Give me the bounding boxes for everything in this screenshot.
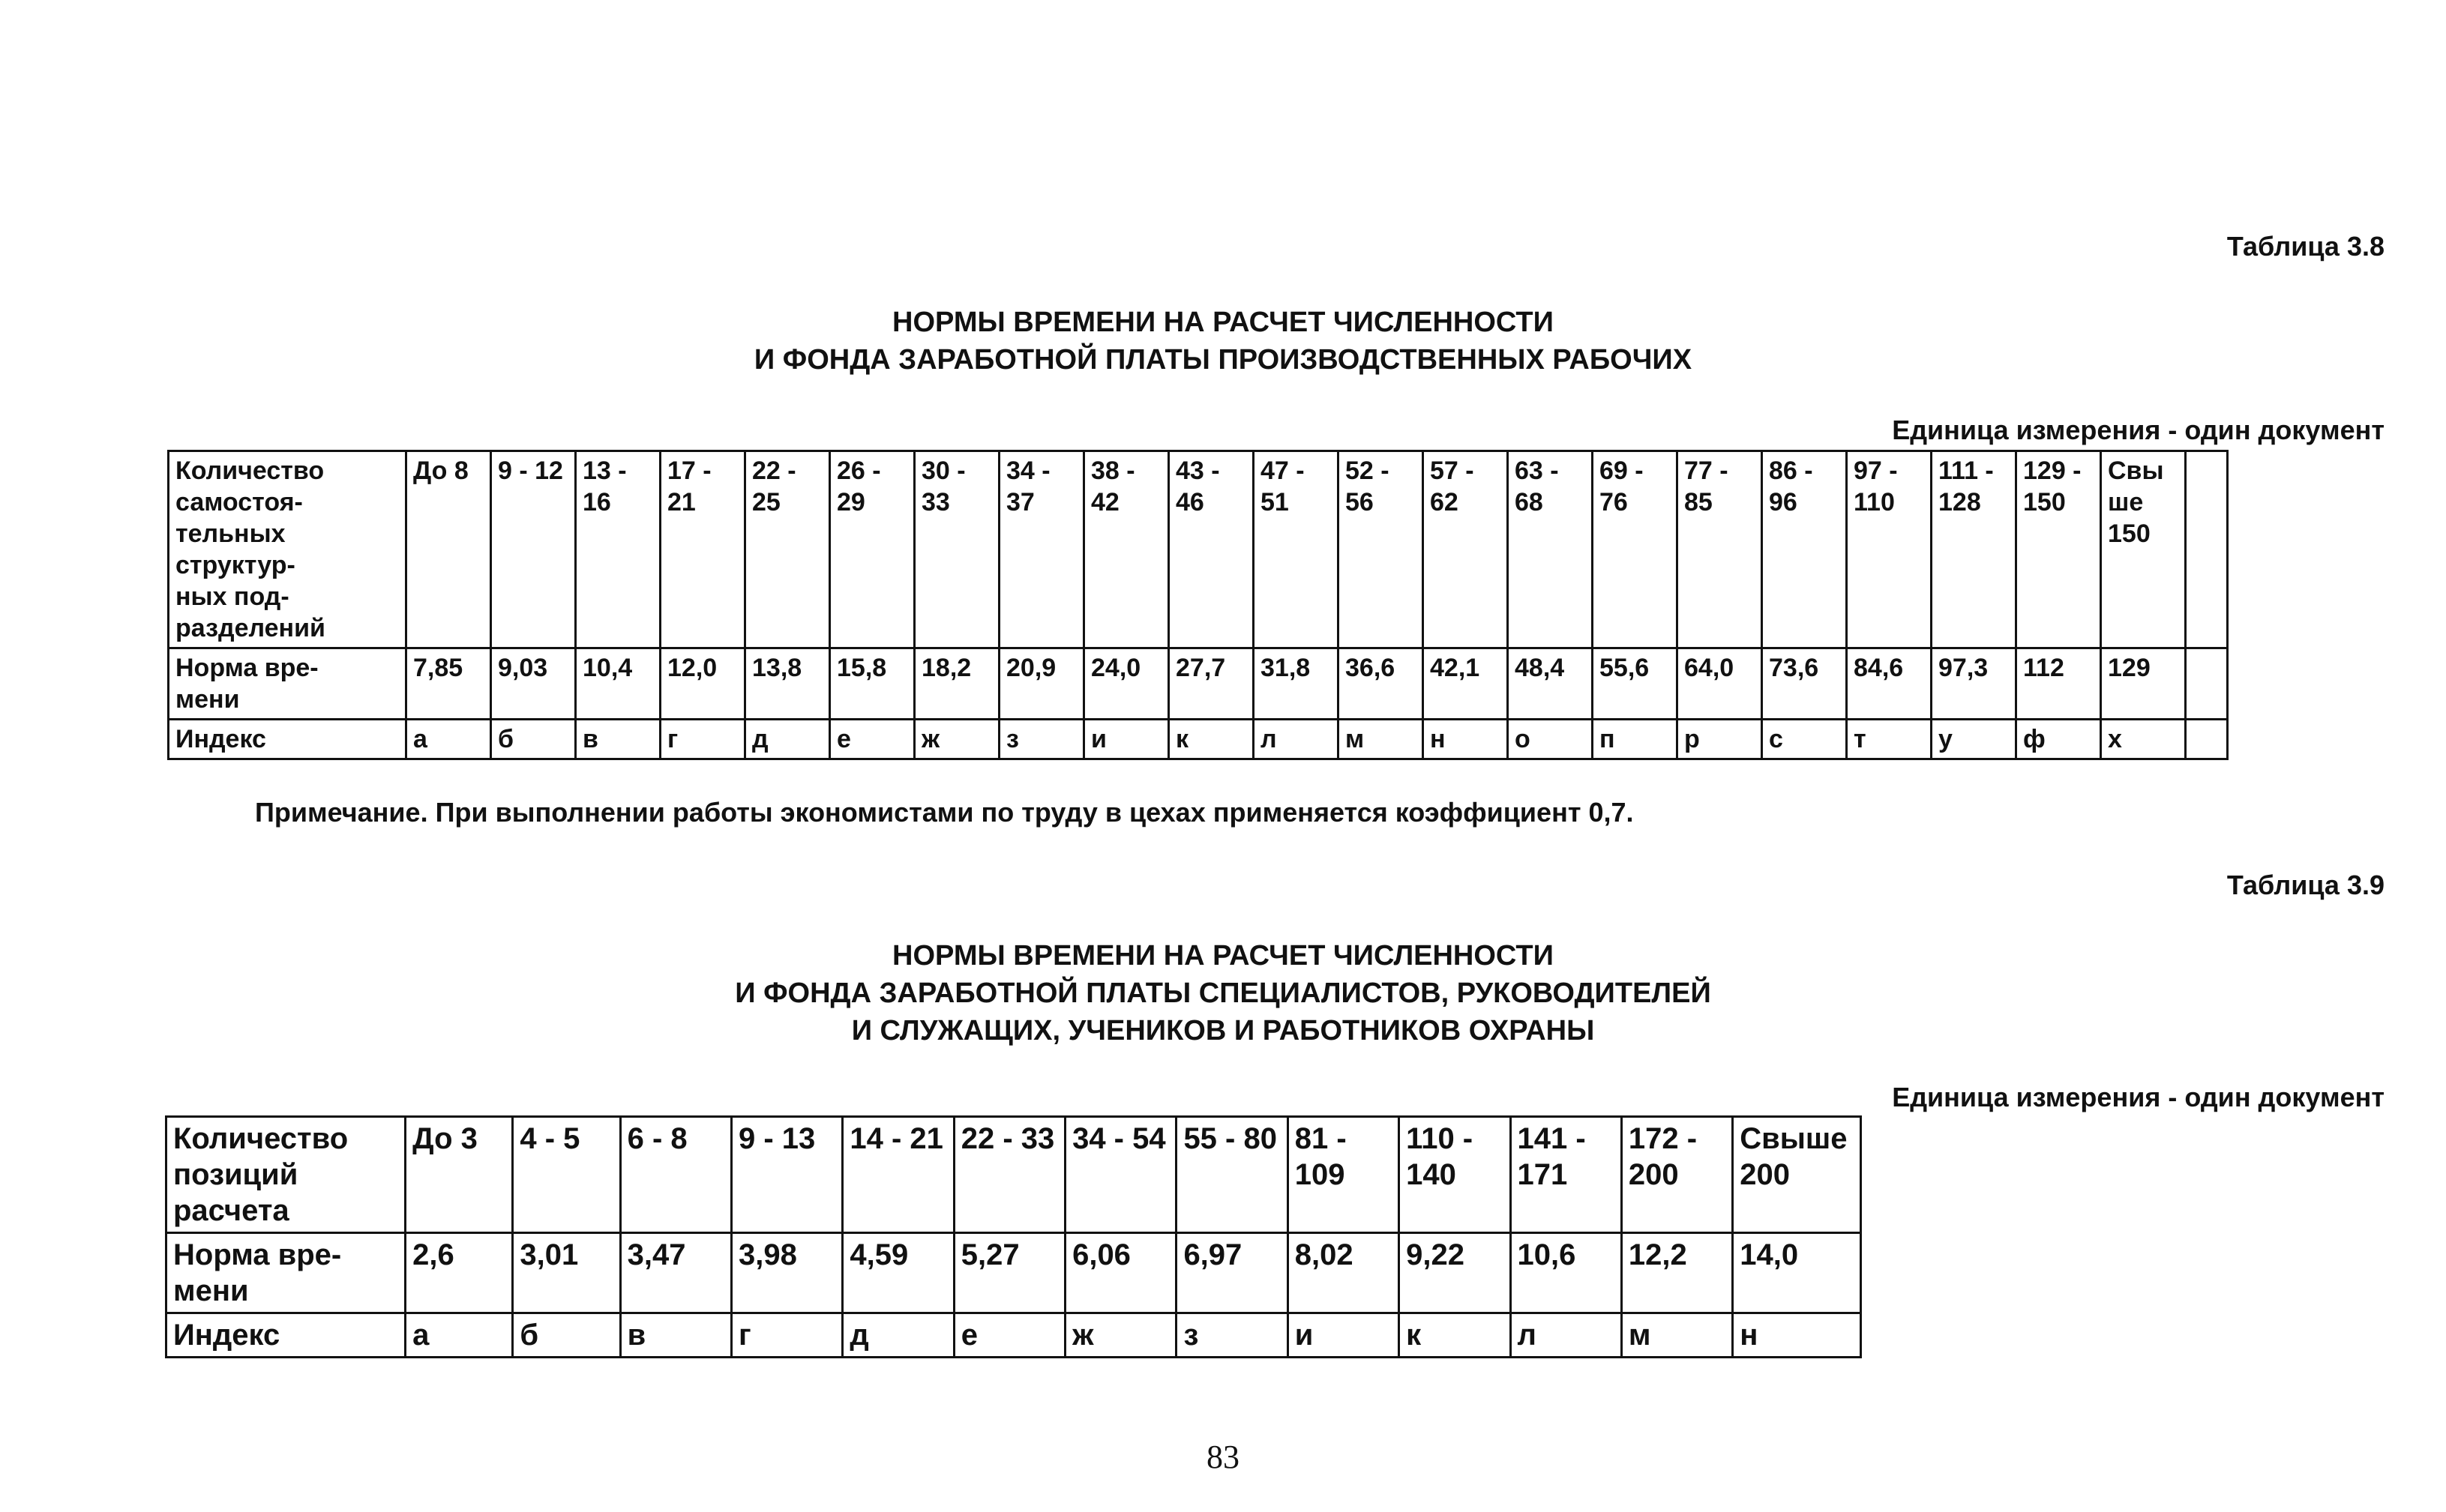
table-3-9-index-row — [166, 1313, 1861, 1358]
index-cell: к — [1399, 1313, 1510, 1358]
table-3-8-label: Таблица 3.8 — [2226, 231, 2385, 262]
table-3-8-index-row — [169, 720, 2228, 759]
index-cell: з — [1177, 1313, 1287, 1358]
index-cell: б — [513, 1313, 620, 1358]
norm-cell: 73,6 — [1762, 648, 1847, 720]
range-cell: 9 - 13 — [732, 1117, 843, 1233]
range-cell: 4 - 5 — [513, 1117, 620, 1233]
norm-cell: 9,22 — [1399, 1233, 1510, 1313]
index-cell: е — [830, 720, 915, 759]
range-cell: До 8 — [406, 451, 491, 648]
table-3-8-norm-row — [169, 648, 2228, 720]
table-3-9 — [165, 1115, 1862, 1358]
norm-cell: 42,1 — [1423, 648, 1508, 720]
range-cell: 17 - 21 — [661, 451, 745, 648]
norm-cell: 2,6 — [406, 1233, 513, 1313]
table-3-9-unit: Единица измерения - один документ — [1892, 1082, 2385, 1112]
index-cell: а — [406, 720, 491, 759]
index-cell: т — [1847, 720, 1932, 759]
table-3-8-title-line1: НОРМЫ ВРЕМЕНИ НА РАСЧЕТ ЧИСЛЕННОСТИ — [892, 307, 1554, 338]
range-cell: 69 - 76 — [1593, 451, 1677, 648]
index-cell: д — [745, 720, 830, 759]
index-cell: и — [1287, 1313, 1398, 1358]
index-cell: а — [406, 1313, 513, 1358]
index-cell: о — [1508, 720, 1593, 759]
index-cell: х — [2101, 720, 2186, 759]
row-label-norm: Норма вре- мени — [166, 1233, 406, 1313]
norm-cell: 55,6 — [1593, 648, 1677, 720]
row-label-index: Индекс — [166, 1313, 406, 1358]
table-3-8-title-line2: И ФОНДА ЗАРАБОТНОЙ ПЛАТЫ ПРОИЗВОДСТВЕННЫХ РАБОЧИХ — [754, 344, 1692, 376]
index-cell: ж — [915, 720, 1000, 759]
range-cell: 81 - 109 — [1287, 1117, 1398, 1233]
range-cell: 129 - 150 — [2016, 451, 2101, 648]
norm-cell: 15,8 — [830, 648, 915, 720]
index-cell: ж — [1066, 1313, 1177, 1358]
index-cell: с — [1762, 720, 1847, 759]
table-3-8-count-row — [169, 451, 2228, 648]
norm-cell: 4,59 — [843, 1233, 954, 1313]
range-cell: 30 - 33 — [915, 451, 1000, 648]
index-cell: к — [1169, 720, 1254, 759]
norm-cell: 5,27 — [954, 1233, 1065, 1313]
range-cell: 43 - 46 — [1169, 451, 1254, 648]
table-3-9-title — [0, 937, 2446, 1049]
norm-cell: 84,6 — [1847, 648, 1932, 720]
norm-cell: 3,01 — [513, 1233, 620, 1313]
table-3-9-title-line2: И ФОНДА ЗАРАБОТНОЙ ПЛАТЫ СПЕЦИАЛИСТОВ, РУКОВОДИТЕЛЕЙ — [735, 978, 1711, 1009]
range-cell: 63 - 68 — [1508, 451, 1593, 648]
range-cell: 38 - 42 — [1084, 451, 1169, 648]
range-cell: 14 - 21 — [843, 1117, 954, 1233]
empty-cell — [2186, 451, 2228, 648]
range-cell: Свыше 200 — [1733, 1117, 1861, 1233]
norm-cell: 12,2 — [1621, 1233, 1732, 1313]
table-3-8-note: Примечание. При выполнении работы экономистами по труду в цехах применяется коэффициент 0,7. — [255, 797, 1634, 828]
norm-cell: 48,4 — [1508, 648, 1593, 720]
range-cell: 9 - 12 — [491, 451, 576, 648]
range-cell: 77 - 85 — [1677, 451, 1762, 648]
range-cell: 86 - 96 — [1762, 451, 1847, 648]
range-cell: 110 - 140 — [1399, 1117, 1510, 1233]
range-cell: Свыше 150 — [2101, 451, 2186, 648]
range-cell: 34 - 54 — [1066, 1117, 1177, 1233]
norm-cell: 24,0 — [1084, 648, 1169, 720]
index-cell: н — [1423, 720, 1508, 759]
range-cell: 22 - 33 — [954, 1117, 1065, 1233]
index-cell: з — [1000, 720, 1084, 759]
norm-cell: 112 — [2016, 648, 2101, 720]
norm-cell: 9,03 — [491, 648, 576, 720]
empty-cell — [2186, 648, 2228, 720]
row-label-norm: Норма вре- мени — [169, 648, 406, 720]
index-cell: н — [1733, 1313, 1861, 1358]
norm-cell: 10,6 — [1510, 1233, 1621, 1313]
table-3-9-title-line3: И СЛУЖАЩИХ, УЧЕНИКОВ И РАБОТНИКОВ ОХРАНЫ — [851, 1015, 1595, 1046]
index-cell: г — [732, 1313, 843, 1358]
index-cell: у — [1932, 720, 2016, 759]
norm-cell: 18,2 — [915, 648, 1000, 720]
index-cell: м — [1338, 720, 1423, 759]
index-cell: л — [1254, 720, 1338, 759]
index-cell: п — [1593, 720, 1677, 759]
norm-cell: 27,7 — [1169, 648, 1254, 720]
norm-cell: 8,02 — [1287, 1233, 1398, 1313]
empty-cell — [2186, 720, 2228, 759]
index-cell: л — [1510, 1313, 1621, 1358]
index-cell: ф — [2016, 720, 2101, 759]
index-cell: г — [661, 720, 745, 759]
norm-cell: 3,98 — [732, 1233, 843, 1313]
norm-cell: 3,47 — [620, 1233, 731, 1313]
norm-cell: 6,06 — [1066, 1233, 1177, 1313]
norm-cell: 129 — [2101, 648, 2186, 720]
table-3-9-title-line1: НОРМЫ ВРЕМЕНИ НА РАСЧЕТ ЧИСЛЕННОСТИ — [892, 940, 1554, 972]
page-number: 83 — [1207, 1439, 1239, 1475]
range-cell: 172 - 200 — [1621, 1117, 1732, 1233]
table-3-8-title — [0, 304, 2446, 379]
index-cell: д — [843, 1313, 954, 1358]
range-cell: 57 - 62 — [1423, 451, 1508, 648]
norm-cell: 10,4 — [576, 648, 661, 720]
range-cell: 47 - 51 — [1254, 451, 1338, 648]
index-cell: в — [620, 1313, 731, 1358]
range-cell: 34 - 37 — [1000, 451, 1084, 648]
row-label-count: Количество самостоя- тельных структур- ных под- разделений — [169, 451, 406, 648]
table-3-8-unit: Единица измерения - один документ — [1892, 415, 2385, 445]
norm-cell: 12,0 — [661, 648, 745, 720]
range-cell: 22 - 25 — [745, 451, 830, 648]
index-cell: и — [1084, 720, 1169, 759]
norm-cell: 7,85 — [406, 648, 491, 720]
range-cell: 6 - 8 — [620, 1117, 731, 1233]
index-cell: в — [576, 720, 661, 759]
table-3-8 — [167, 450, 2229, 760]
range-cell: 13 - 16 — [576, 451, 661, 648]
index-cell: б — [491, 720, 576, 759]
norm-cell: 14,0 — [1733, 1233, 1861, 1313]
table-3-9-label: Таблица 3.9 — [2226, 870, 2385, 900]
norm-cell: 20,9 — [1000, 648, 1084, 720]
index-cell: р — [1677, 720, 1762, 759]
range-cell: 141 - 171 — [1510, 1117, 1621, 1233]
range-cell: 97 - 110 — [1847, 451, 1932, 648]
norm-cell: 97,3 — [1932, 648, 2016, 720]
norm-cell: 6,97 — [1177, 1233, 1287, 1313]
range-cell: 111 - 128 — [1932, 451, 2016, 648]
table-3-9-norm-row — [166, 1233, 1861, 1313]
range-cell: 26 - 29 — [830, 451, 915, 648]
range-cell: 52 - 56 — [1338, 451, 1423, 648]
index-cell: м — [1621, 1313, 1732, 1358]
norm-cell: 31,8 — [1254, 648, 1338, 720]
norm-cell: 64,0 — [1677, 648, 1762, 720]
range-cell: 55 - 80 — [1177, 1117, 1287, 1233]
norm-cell: 36,6 — [1338, 648, 1423, 720]
index-cell: е — [954, 1313, 1065, 1358]
row-label-index: Индекс — [169, 720, 406, 759]
table-3-9-count-row — [166, 1117, 1861, 1233]
range-cell: До 3 — [406, 1117, 513, 1233]
row-label-count: Количество позиций расчета — [166, 1117, 406, 1233]
norm-cell: 13,8 — [745, 648, 830, 720]
